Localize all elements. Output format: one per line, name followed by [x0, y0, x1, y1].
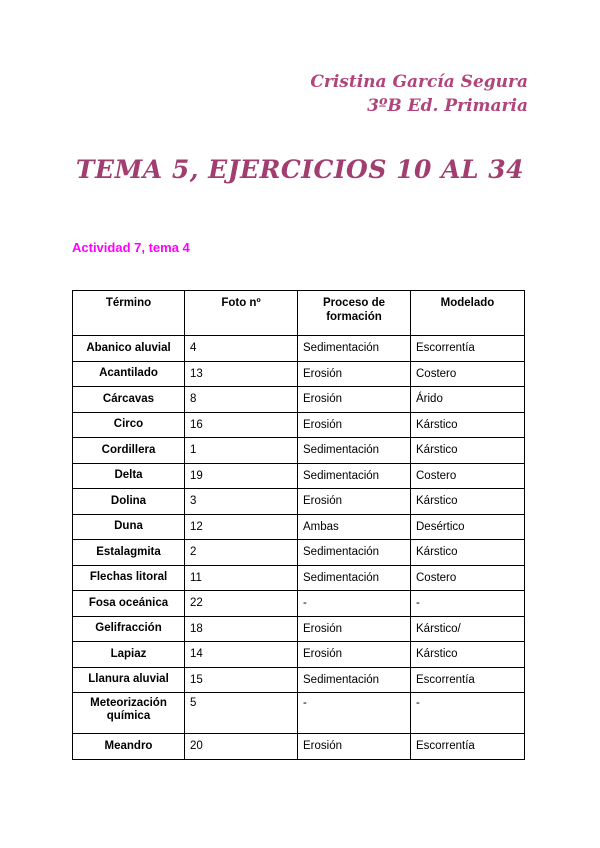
table-row [73, 642, 525, 668]
cell-term: Fosa oceánica [73, 591, 185, 617]
cell-term: Cordillera [73, 438, 185, 464]
author-course: 3ºB Ed. Primaria [367, 96, 528, 116]
cell-photo: 20 [185, 734, 298, 760]
cell-modeling: Kárstico [411, 438, 525, 464]
cell-term: Estalagmita [73, 540, 185, 566]
table-body [73, 336, 525, 760]
header-modeling: Modelado [411, 291, 525, 336]
activity-heading: Actividad 7, tema 4 [72, 240, 190, 255]
cell-photo: 22 [185, 591, 298, 617]
table-row [73, 489, 525, 515]
cell-photo: 11 [185, 565, 298, 591]
cell-photo: 8 [185, 387, 298, 413]
cell-process: Sedimentación [298, 540, 411, 566]
terms-table [72, 290, 525, 760]
cell-process: Ambas [298, 514, 411, 540]
cell-process: Sedimentación [298, 336, 411, 362]
cell-modeling: Costero [411, 463, 525, 489]
cell-modeling: Árido [411, 387, 525, 413]
author-block [310, 70, 528, 118]
cell-modeling: Costero [411, 565, 525, 591]
cell-photo: 15 [185, 667, 298, 693]
cell-term: Circo [73, 412, 185, 438]
cell-term: Gelifracción [73, 616, 185, 642]
cell-modeling: Kárstico [411, 412, 525, 438]
cell-photo: 4 [185, 336, 298, 362]
cell-process: Erosión [298, 616, 411, 642]
header-process: Proceso de formación [298, 291, 411, 336]
cell-process: Erosión [298, 734, 411, 760]
cell-modeling: Costero [411, 361, 525, 387]
table-row [73, 616, 525, 642]
cell-process: Sedimentación [298, 565, 411, 591]
cell-modeling: - [411, 693, 525, 734]
author-name: Cristina García Segura [310, 72, 528, 92]
table-row [73, 336, 525, 362]
table-row [73, 438, 525, 464]
header-term: Término [73, 291, 185, 336]
cell-process: Erosión [298, 642, 411, 668]
cell-process: Sedimentación [298, 667, 411, 693]
cell-term: Meteorización química [73, 693, 185, 734]
cell-photo: 2 [185, 540, 298, 566]
cell-modeling: Kárstico/ [411, 616, 525, 642]
cell-process: Erosión [298, 412, 411, 438]
table-row [73, 734, 525, 760]
cell-process: Erosión [298, 489, 411, 515]
cell-process: Sedimentación [298, 438, 411, 464]
cell-term: Duna [73, 514, 185, 540]
cell-photo: 3 [185, 489, 298, 515]
cell-term: Delta [73, 463, 185, 489]
cell-term: Acantilado [73, 361, 185, 387]
cell-term: Llanura aluvial [73, 667, 185, 693]
cell-process: Erosión [298, 387, 411, 413]
table-row [73, 565, 525, 591]
cell-modeling: Escorrentía [411, 734, 525, 760]
cell-term: Abanico aluvial [73, 336, 185, 362]
table-row [73, 514, 525, 540]
cell-modeling: - [411, 591, 525, 617]
cell-photo: 12 [185, 514, 298, 540]
cell-photo: 19 [185, 463, 298, 489]
table-row [73, 591, 525, 617]
cell-term: Cárcavas [73, 387, 185, 413]
cell-term: Meandro [73, 734, 185, 760]
cell-process: - [298, 693, 411, 734]
table-row [73, 693, 525, 734]
cell-photo: 1 [185, 438, 298, 464]
cell-photo: 16 [185, 412, 298, 438]
cell-modeling: Kárstico [411, 540, 525, 566]
cell-term: Dolina [73, 489, 185, 515]
cell-modeling: Escorrentía [411, 667, 525, 693]
cell-term: Lapiaz [73, 642, 185, 668]
cell-process: Sedimentación [298, 463, 411, 489]
table-header-row [73, 291, 525, 336]
cell-modeling: Kárstico [411, 489, 525, 515]
cell-photo: 5 [185, 693, 298, 734]
cell-photo: 13 [185, 361, 298, 387]
cell-photo: 14 [185, 642, 298, 668]
table-row [73, 412, 525, 438]
table-row [73, 540, 525, 566]
cell-modeling: Desértico [411, 514, 525, 540]
page-title: TEMA 5, EJERCICIOS 10 AL 34 [75, 155, 525, 184]
table-row [73, 463, 525, 489]
cell-process: - [298, 591, 411, 617]
table-row [73, 387, 525, 413]
cell-photo: 18 [185, 616, 298, 642]
header-photo: Foto nº [185, 291, 298, 336]
cell-modeling: Kárstico [411, 642, 525, 668]
cell-modeling: Escorrentía [411, 336, 525, 362]
cell-process: Erosión [298, 361, 411, 387]
cell-term: Flechas litoral [73, 565, 185, 591]
table-row [73, 361, 525, 387]
table-row [73, 667, 525, 693]
